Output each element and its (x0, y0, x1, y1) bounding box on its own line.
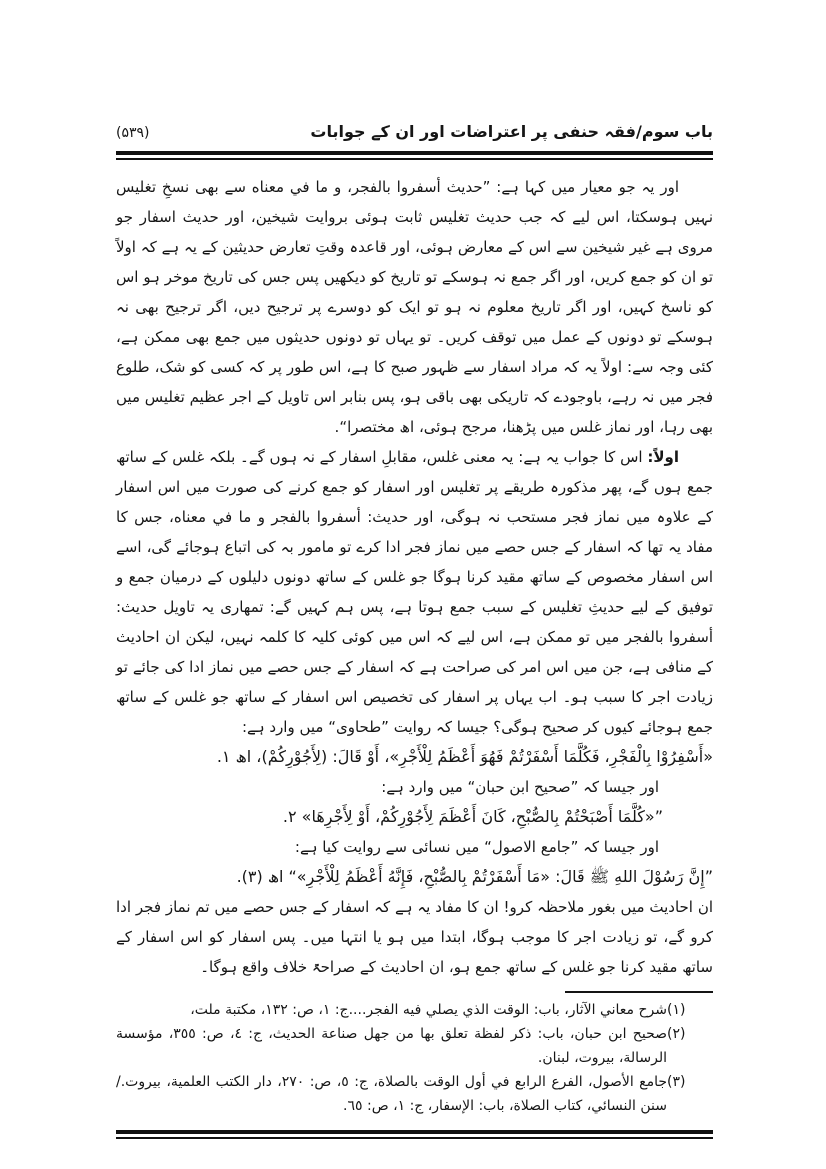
hadith-quote-tahawi: «أَسْفِرُوْا بِالْفَجْرِ، فَكُلَّمَا أَسْفَرْتُمْ فَهُوَ أَعْظَمُ لِلْأَجْرِ»، أَوْ قَالَ: (لِأَجُوْرِكُمْ)، اھ ۱. (216, 747, 713, 766)
closing-paragraph: ان احادیث میں بغور ملاحظہ کرو! ان کا مفاد یہ ہے کہ اسفار کے جس حصے میں تم نماز فجر ادا کرو گے، تو زیادت اجر کا موجب ہوگا، ابتدا میں ہو یا انتہا میں۔ پس اسفار کو اس اسفار کے ساتھ مقید کرنا جو غلس کے ساتھ جمع ہو، ان احادیث کے صراحۃً خلاف واقع ہوگا۔ (116, 898, 713, 976)
footnote-separator (565, 991, 713, 993)
footnote-1-text: شرح معاني الآثار، باب: الوقت الذي يصلي فيه الفجر....ج: ١، ص: ١٣٢، مكتبة ملت، (190, 1002, 667, 1018)
footnote-3-text: جامع الأصول، الفرع الرابع في أول الوقت بالصلاة، ج: ٥، ص: ٢٧٠، دار الكتب العلمية، بيروت./ سنن النسائي، كتاب الصلاة، باب: الإسفار، ج: ١، ص: ٦٥. (116, 1074, 667, 1114)
header-rule (116, 151, 713, 160)
footnote-3 (116, 1070, 713, 1118)
footnote-2-number: (۲) (667, 1026, 686, 1042)
paragraph-answer (116, 442, 713, 742)
footnote-2-text: صحيح ابن حبان، باب: ذكر لفظة تعلق بها من جهل صناعة الحديث، ج: ٤، ص: ٣٥٥، مؤسسة الرسالة، بيروت، لبنان. (116, 1026, 667, 1066)
paragraph-objection: اور یہ جو معیار میں کہا ہے: ”حدیث أسفروا بالفجر، و ما في معناه سے بھی نسخِ تغلیس نہیں ہوسکتا، اس لیے کہ جب حدیث تغلیس ثابت ہوئی بروایت شیخین، اور حدیث اسفار جو مروی ہے غیر شیخین سے اس کے معارض ہوئی، اور قاعدہ وقتِ تعارض حدیثین کے یہ ہے کہ اولاً تو ان کو جمع کریں، اور اگر جمع نہ ہوسکے تو تاریخ کو دیکھیں پس جس کی تاریخ موخر ہو اس کو ناسخ کہیں، اور اگر تاریخ معلوم نہ ہو تو ایک کو دوسرے پر ترجیح دیں، اگر ترجیح بھی نہ ہوسکے تو دونوں کے عمل میں توقف کریں۔ تو یہاں تو دونوں حدیثوں میں جمع بھی ممکن ہے، کئی وجہ سے: اولاً یہ کہ مراد اسفار سے ظہور صبح کا ہے، اس طور پر کہ کسی کو شک، طلوع فجر میں نہ رہے، باوجودے کہ تاریکی بھی باقی ہو، پس بنابر اس تاویل کے اجر عظیم تغلیس میں بھی رہا، اور نماز غلس میں پڑھنا، مرجح ہوئی، اھ مختصرا“. (116, 178, 713, 436)
page-header (116, 0, 713, 141)
chapter-title: باب سوم/فقہ حنفی پر اعتراضات اور ان کے جوابات (310, 122, 713, 141)
footer-rule (116, 1130, 713, 1139)
page-body (116, 172, 713, 982)
footnote-1 (116, 998, 713, 1022)
jami-al-usul-intro: اور جیسا کہ ”جامع الاصول“ میں نسائی سے روایت کیا ہے: (294, 838, 659, 856)
paragraph-answer-lead: اولاً: (647, 448, 679, 466)
ibn-hibban-intro: اور جیسا کہ ”صحیح ابن حبان“ میں وارد ہے: (381, 778, 659, 796)
hadith-quote-nasai: ”إِنَّ رَسُوْلَ اللهِ ﷺ قَالَ: «مَا أَسْفَرْتُمْ بِالصُّبْحِ، فَإِنَّهُ أَعْظَمُ لِلْأَجْرِ»“ اھ (۳). (236, 867, 713, 886)
footnote-1-number: (۱) (667, 1002, 686, 1018)
footnote-2 (116, 1022, 713, 1070)
footnote-3-number: (۳) (667, 1074, 686, 1090)
paragraph-answer-text: اس کا جواب یہ ہے: یہ معنی غلس، مقابلِ اسفار کے نہ ہوں گے۔ بلکہ غلس کے ساتھ جمع ہوں گے، پھر مذکورہ طریقے پر تغلیس اور اسفار کو جمع کرنے کی صورت میں اس اسفار کے علاوہ میں نماز فجر مستحب نہ ہوگی، اور حدیث: أسفروا بالفجر و ما في معناه، جس کا مفاد یہ تھا کہ اسفار کے جس حصے میں نماز فجر ادا کرے تو مامور بہ کی اتباع ہوجائے گی، اسے اس اسفار مخصوص کے ساتھ مقید کرنا ہوگا جو غلس کے ساتھ دونوں دلیلوں کے درمیان جمع و توفیق کے لیے حدیثِ تغلیس کے سبب جمع ہوتا ہے، پس ہم کہیں گے: تمھاری یہ تاویل حدیث: أسفروا بالفجر میں تو ممکن ہے، اس لیے کہ اس میں کوئی کلیہ کا کلمہ نہیں، لیکن ان احادیث کے منافی ہے، جن میں اس امر کی صراحت ہے کہ اسفار کے جس حصے میں نماز ادا کی جائے تو زیادت اجر کا سبب ہو۔ اب یہاں پر اسفار کی تخصیص اس اسفار کے ساتھ جو غلس کے ساتھ جمع ہوجائے کیوں کر صحیح ہوگی؟ جیسا کہ روایت ”طحاوی“ میں وارد ہے: (116, 448, 713, 736)
hadith-quote-ibn-hibban: ”«كُلَّمَا أَصْبَحْتُمْ بِالصُّبْحِ، كَانَ أَعْظَمَ لِأَجُوْرِكُمْ، أَوْ لِأَجْرِهَا» ۲. (282, 807, 663, 826)
page-number: (۵۳۹) (116, 125, 150, 141)
footnotes (116, 998, 713, 1118)
